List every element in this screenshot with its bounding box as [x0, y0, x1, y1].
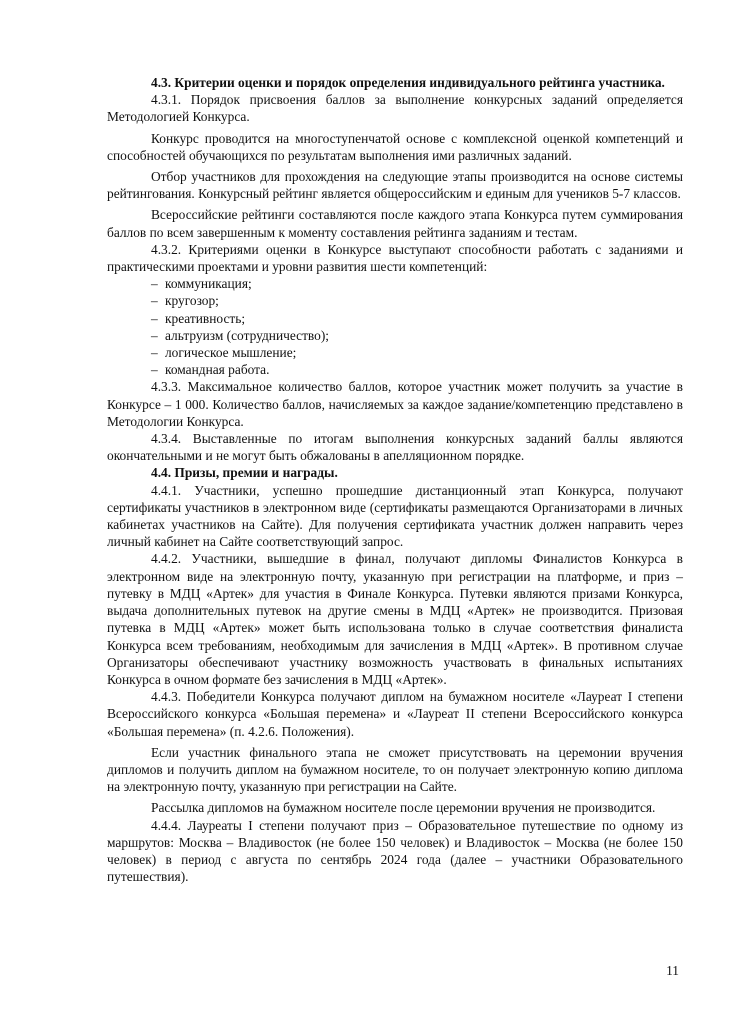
paragraph-4-3-1: 4.3.1. Порядок присвоения баллов за выполнение конкурсных заданий определяется Методологией Конкурса.: [107, 92, 683, 125]
page-number: 11: [666, 963, 679, 978]
paragraph-mailing: Рассылка дипломов на бумажном носителе после церемонии вручения не производится.: [151, 800, 656, 816]
section-4-3-heading: 4.3. Критерии оценки и порядок определения индивидуального рейтинга участника.: [151, 75, 665, 90]
paragraph-selection: Отбор участников для прохождения на следующие этапы производится на основе системы рейтингования. Конкурсный рейтинг является общероссийским и единым для учеников 5-7 классов.: [107, 169, 683, 202]
list-item: – коммуникация;: [151, 276, 252, 292]
paragraph-4-4-3: 4.4.3. Победители Конкурса получают диплом на бумажном носителе «Лауреат I степени Всероссийского конкурса «Большая перемена» и «Лауреат II степени Всероссийского конкурса «Большая перемена» (п. 4.2.6. Положения).: [107, 689, 683, 739]
paragraph-4-3-2: 4.3.2. Критериями оценки в Конкурсе выступают способности работать с заданиями и практическими проектами и уровни развития шести компетенций:: [107, 241, 683, 275]
list-marker: –: [151, 362, 158, 378]
paragraph-4-4-1: 4.4.1. Участники, успешно прошедшие дистанционный этап Конкурса, получают сертификаты участников в электронном виде (сертификаты размещаются Организаторами в личных кабинетах участников на Сайте). Для получения сертификата участник должен направить через личный кабинет на Сайте соответствующий запрос.: [107, 482, 683, 550]
list-item: – альтруизм (сотрудничество);: [151, 327, 330, 343]
paragraph-4-3-4: 4.3.4. Выставленные по итогам выполнения конкурсных заданий баллы являются окончательными и не могут быть обжалованы в апелляционном порядке.: [107, 431, 683, 464]
section-4-4-heading: 4.4. Призы, премии и награды.: [151, 465, 338, 481]
list-marker: –: [151, 310, 158, 326]
paragraph-ratings: Всероссийские рейтинги составляются после каждого этапа Конкурса путем суммирования баллов по всем завершенным к моменту составления рейтинга заданиям и тестам.: [107, 207, 683, 240]
paragraph-4-4-2: 4.4.2. Участники, вышедшие в финал, получают дипломы Финалистов Конкурса в электронном виде на электронную почту, указанную при регистрации на платформе, и приз – путевку в МДЦ «Артек» для участия в Финале Конкурса. Путевки являются призами Конкурса, выдача дополнительных путевок на другие смены в МДЦ «Артек» не производится. Призовая путевка в МДЦ «Артек» может быть использована только в случае соответствия финалиста Конкурса всем требованиям, необходимым для зачисления в МДЦ «Артек». В противном случае Организаторы обеспечивают участнику возможность участвовать в финальных испытаниях Конкурса в очном формате без зачисления в МДЦ «Артек».: [107, 551, 683, 687]
competencies-list: [107, 275, 683, 378]
list-marker: –: [151, 345, 158, 361]
list-marker: –: [151, 276, 158, 292]
list-item: – логическое мышление;: [151, 345, 297, 361]
list-item: – командная работа.: [151, 362, 270, 378]
list-item: – кругозор;: [151, 293, 219, 309]
paragraph-4-3-3: 4.3.3. Максимальное количество баллов, которое участник может получить за участие в Конкурсе – 1 000. Количество баллов, начисляемых за каждое задание/компетенцию представлено в Методологии Конкурса.: [107, 379, 683, 429]
list-marker: –: [151, 293, 158, 309]
paragraph-competitions: Конкурс проводится на многоступенчатой основе с комплексной оценкой компетенций и способностей обучающихся по результатам выполнения ими различных заданий.: [107, 130, 683, 163]
list-item: – креативность;: [151, 310, 246, 326]
paragraph-4-4-4: 4.4.4. Лауреаты I степени получают приз – Образовательное путешествие по одному из маршрутов: Москва – Владивосток (не более 150 человек) и Владивосток – Москва (не более 150 человек) в период с августа по сентябрь 2024 года (далее – участники Образовательного путешествия).: [107, 817, 683, 885]
paragraph-electronic-copy: Если участник финального этапа не сможет присутствовать на церемонии вручения дипломов и получить диплом на бумажном носителе, то он получает электронную копию диплома на электронную почту, указанную при регистрации на Сайте.: [107, 744, 683, 795]
list-marker: –: [151, 327, 158, 343]
